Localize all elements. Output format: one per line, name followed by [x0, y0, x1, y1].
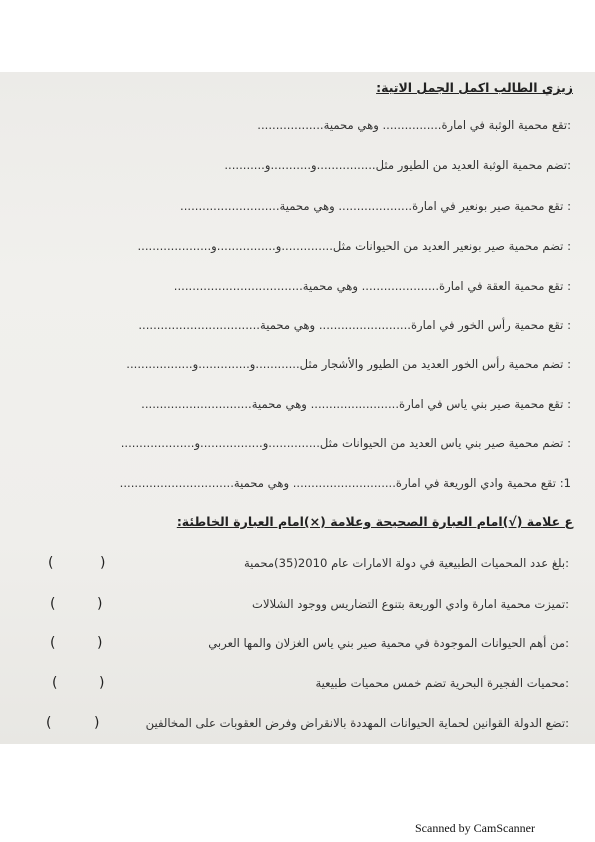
fill-line-3: : تقع محمية صير بونعير في امارة.................... وهي محمية...........................: [180, 199, 571, 213]
fill-line-9: : تضم محمية صير بني ياس العديد من الحيوانات مثل..............و.................و....................: [120, 436, 571, 450]
tf-statement-1: :بلغ عدد المحميات الطبيعية في دولة الامارات عام 2010(35)محمية: [243, 556, 569, 570]
answer-paren-open: (: [50, 635, 56, 651]
scanner-watermark: Scanned by CamScanner: [415, 821, 535, 835]
tf-statement-5: :تضع الدولة القوانين لحماية الحيوانات المهددة بالانقراض وفرض العقوبات على المخالفين: [145, 716, 569, 730]
fill-line-5: : تقع محمية العقة في امارة..................... وهي محمية...................................: [173, 279, 571, 293]
tf-statement-4: :محميات الفجيرة البحرية تضم خمس محميات طبيعية: [315, 676, 569, 690]
section2-title: ع علامة (√)امام العبارة الصحيحة وعلامة (×)امام العبارة الخاطئة:: [176, 514, 573, 529]
tf-statement-2: :تميزت محمية امارة وادي الوريعة بتنوع التضاريس ووجود الشلالات: [252, 597, 569, 611]
section1-title: زيزي الطالب اكمل الجمل الاتية:: [376, 80, 573, 95]
answer-paren-open: (: [46, 715, 52, 731]
answer-paren-close: ): [97, 635, 103, 651]
fill-line-7: : تضم محمية رأس الخور العديد من الطيور والأشجار مثل............و..............و..................: [126, 357, 571, 371]
answer-paren-open: (: [50, 596, 56, 612]
answer-paren-close: ): [97, 596, 103, 612]
answer-paren-open: (: [52, 675, 58, 691]
fill-line-6: : تقع محمية رأس الخور في امارة......................... وهي محمية.................................: [138, 318, 571, 332]
fill-line-1: :تقع محمية الوثبة في امارة................ وهي محمية..................: [257, 118, 571, 132]
fill-line-10: 1: تقع محمية وادي الوريعة في امارة............................ وهي محمية...............................: [119, 476, 571, 490]
fill-line-8: : تقع محمية صير بني ياس في امارة........................ وهي محمية..............................: [141, 397, 571, 411]
answer-paren-open: (: [48, 555, 54, 571]
fill-line-4: : تضم محمية صير بونعير العديد من الحيوانات مثل..............و................و....................: [137, 239, 571, 253]
tf-statement-3: :من أهم الحيوانات الموجودة في محمية صير بني ياس الغزلان والمها العربي: [208, 636, 569, 650]
top-margin: [0, 0, 595, 72]
fill-line-2: :تضم محمية الوثبة العديد من الطيور مثل................و...........و...........: [224, 158, 571, 172]
answer-paren-close: ): [94, 715, 100, 731]
answer-paren-close: ): [100, 555, 106, 571]
answer-paren-close: ): [99, 675, 105, 691]
